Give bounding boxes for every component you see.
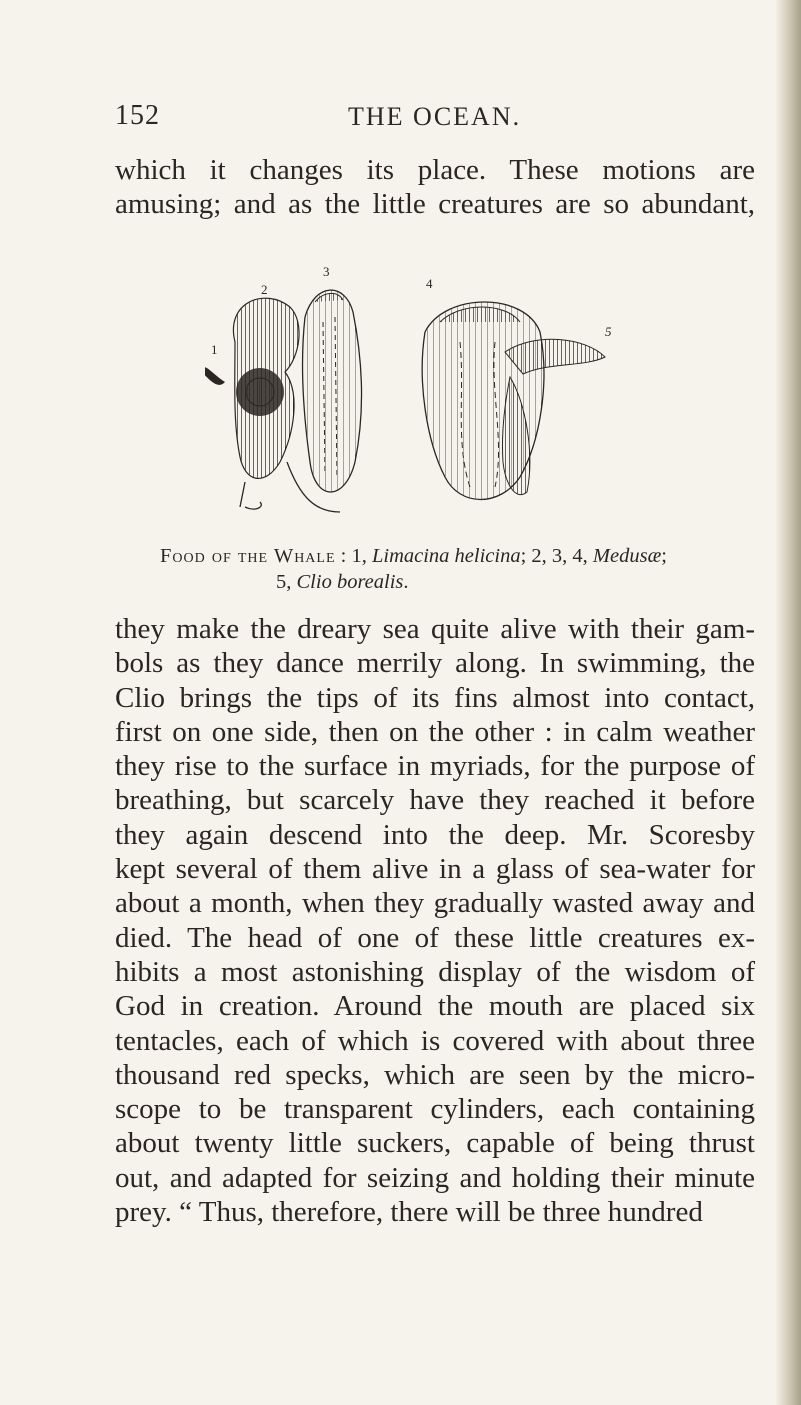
paragraph-top bbox=[115, 153, 755, 222]
figure-label-5: 5 bbox=[605, 324, 612, 339]
text-line: they make the dreary sea quite alive with their gam- bbox=[115, 613, 755, 645]
text-line: breathing, but scarcely have they reached it before bbox=[115, 784, 755, 817]
page-header bbox=[115, 100, 755, 140]
page-number: 152 bbox=[115, 100, 160, 131]
text-line: which it changes its place. These motions are bbox=[115, 154, 755, 186]
text-line: bols as they dance merrily along. In swimming, the bbox=[115, 647, 755, 680]
caption-text: ; 2, 3, 4, bbox=[520, 545, 593, 567]
medusa-figure-4 bbox=[422, 302, 605, 500]
caption-text: : 1, bbox=[335, 545, 372, 567]
whale-food-illustration bbox=[205, 262, 640, 534]
figure-label-3: 3 bbox=[323, 264, 330, 279]
page-edge-shadow bbox=[775, 0, 801, 1405]
text-line: Clio brings the tips of its fins almost into contact, bbox=[115, 681, 755, 714]
caption-text: . bbox=[403, 571, 409, 593]
text-line: about a month, when they gradually wasted away and bbox=[115, 887, 755, 920]
caption-text: 5, bbox=[276, 571, 297, 593]
paragraph-main bbox=[115, 612, 755, 1229]
figure-caption bbox=[160, 543, 720, 595]
text-line: first on one side, then on the other : in calm weather bbox=[115, 715, 755, 748]
text-line: they rise to the surface in myriads, for the purpose of bbox=[115, 750, 755, 783]
text-line: scope to be transparent cylinders, each containing bbox=[115, 1093, 755, 1126]
text-line: they again descend into the deep. Mr. Scoresby bbox=[115, 818, 755, 851]
text-line: amusing; and as the little creatures are so abundant, bbox=[115, 188, 755, 221]
text-line: kept several of them alive in a glass of sea-water for bbox=[115, 853, 755, 886]
text-line: God in creation. Around the mouth are placed six bbox=[115, 990, 755, 1023]
caption-species: Limacina helicina bbox=[371, 545, 521, 567]
text-line: about twenty little suckers, capable of being thrust bbox=[115, 1127, 755, 1160]
medusa-figure-3 bbox=[303, 290, 362, 492]
figure-label-1: 1 bbox=[211, 342, 218, 357]
caption-species: Clio borealis bbox=[296, 571, 404, 593]
text-line: thousand red specks, which are seen by the micro- bbox=[115, 1058, 755, 1091]
figure-label-4: 4 bbox=[426, 276, 433, 291]
text-line: prey. “ Thus, therefore, there will be three hundred bbox=[115, 1196, 703, 1229]
caption-prefix: Food of the Whale bbox=[160, 545, 336, 567]
caption-species: Medusæ bbox=[592, 545, 662, 567]
figure-label-2: 2 bbox=[261, 282, 268, 297]
text-line: tentacles, each of which is covered with about three bbox=[115, 1024, 755, 1057]
running-title: THE OCEAN. bbox=[348, 102, 522, 131]
text-line: hibits a most astonishing display of the wisdom of bbox=[115, 955, 755, 988]
text-line: out, and adapted for seizing and holding their minute bbox=[115, 1161, 755, 1194]
text-line: died. The head of one of these little creatures ex- bbox=[115, 921, 755, 954]
caption-text: ; bbox=[661, 545, 667, 567]
